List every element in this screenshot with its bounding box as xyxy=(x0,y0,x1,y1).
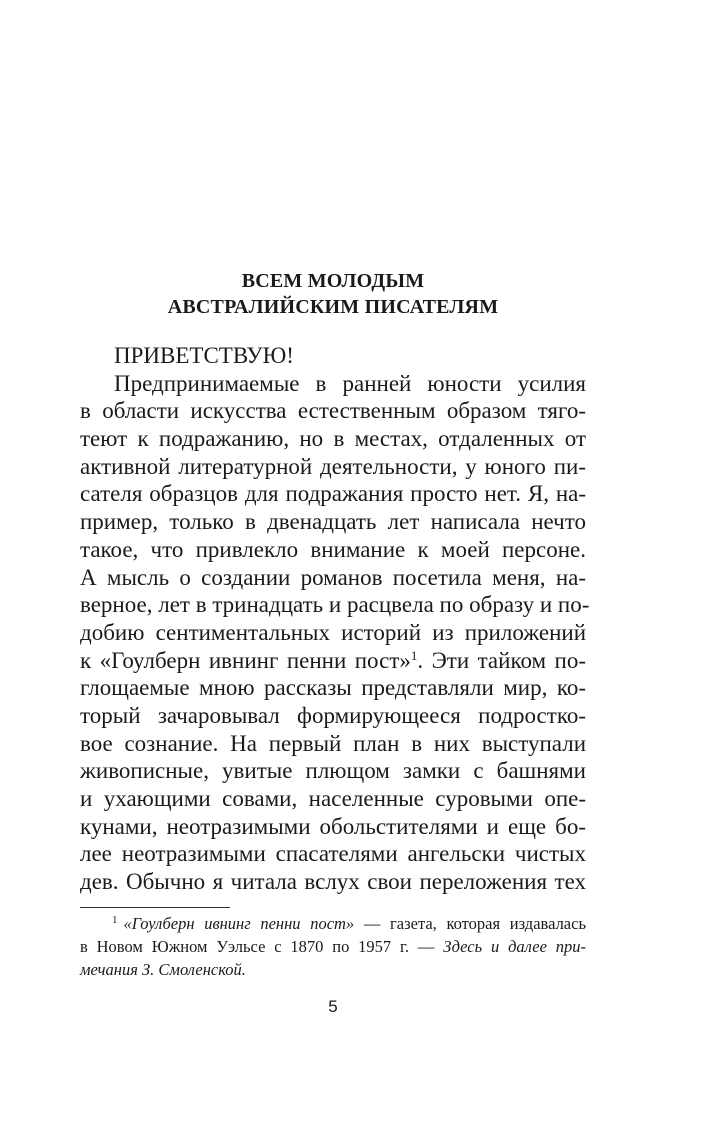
chapter-title xyxy=(80,268,586,320)
footnote-note: мечания З. Смоленской. xyxy=(80,960,246,979)
body-line: дев. Обычно я читала вслух свои переложения тех xyxy=(80,869,586,895)
page-number: 5 xyxy=(328,997,338,1016)
footnote-reference[interactable]: 1 xyxy=(410,647,418,663)
footnote-line-3 xyxy=(80,958,586,981)
footnote-marker: 1 xyxy=(112,914,118,926)
body-line: верное, лет в тринадцать и расцвела по образу и по- xyxy=(80,592,590,618)
body-line: А мысль о создании романов посетила меня, на- xyxy=(80,564,586,590)
title-line-2: АВСТРАЛИЙСКИМ ПИСАТЕЛЯМ xyxy=(167,296,499,318)
greeting: ПРИВЕТСТВУЮ! xyxy=(114,343,294,368)
footnote-line-1 xyxy=(80,912,586,935)
footnote-title: «Гоулберн ивнинг пенни пост» xyxy=(123,914,355,933)
body-line: активной литературной деятельности, у юного пи- xyxy=(80,453,586,479)
body-line: добию сентиментальных историй из приложений xyxy=(80,619,586,645)
body-line: теют к подражанию, но в местах, отдаленных от xyxy=(80,426,586,452)
footnote-text: в Новом Южном Уэльсе с 1870 по 1957 г. — xyxy=(80,937,444,956)
body-line-footnote-ref xyxy=(80,647,586,675)
body-line: и ухающими совами, населенные суровыми опе- xyxy=(80,786,586,811)
body-line: лее неотразимыми спасателями ангельски чистых xyxy=(80,841,586,867)
body-line: живописные, увитые плющом замки с башнями xyxy=(80,758,586,784)
body-text xyxy=(80,370,590,896)
footnote xyxy=(80,912,586,981)
body-line: в области искусства естественным образом тяго- xyxy=(80,398,586,424)
body-line: глощаемые мною рассказы представляли мир, ко- xyxy=(80,675,586,701)
body-line-part: к «Гоулберн ивнинг пенни пост» xyxy=(80,647,411,673)
body-line: сателя образцов для подражания просто нет. Я, на- xyxy=(80,481,586,507)
title-line-1: ВСЕМ МОЛОДЫМ xyxy=(241,270,425,292)
body-line: такое, что привлекло внимание к моей персоне. xyxy=(80,536,586,562)
footnote-line-2 xyxy=(80,935,586,958)
body-line: вое сознание. На первый план в них выступали xyxy=(80,730,586,756)
body-line: Предпринимаемые в ранней юности усилия xyxy=(114,370,586,396)
body-line: торый зачаровывал формирующееся подростко- xyxy=(80,702,586,728)
footnote-text: — газета, которая издавалась xyxy=(354,914,586,933)
body-line: пример, только в двенадцать лет написала нечто xyxy=(80,509,586,535)
body-line-part: . Эти тайком по- xyxy=(417,647,586,673)
footnote-divider xyxy=(80,907,230,908)
body-line: кунами, неотразимыми обольстителями и еще бо- xyxy=(80,813,586,839)
footnote-note: Здесь и далее при- xyxy=(443,937,587,956)
